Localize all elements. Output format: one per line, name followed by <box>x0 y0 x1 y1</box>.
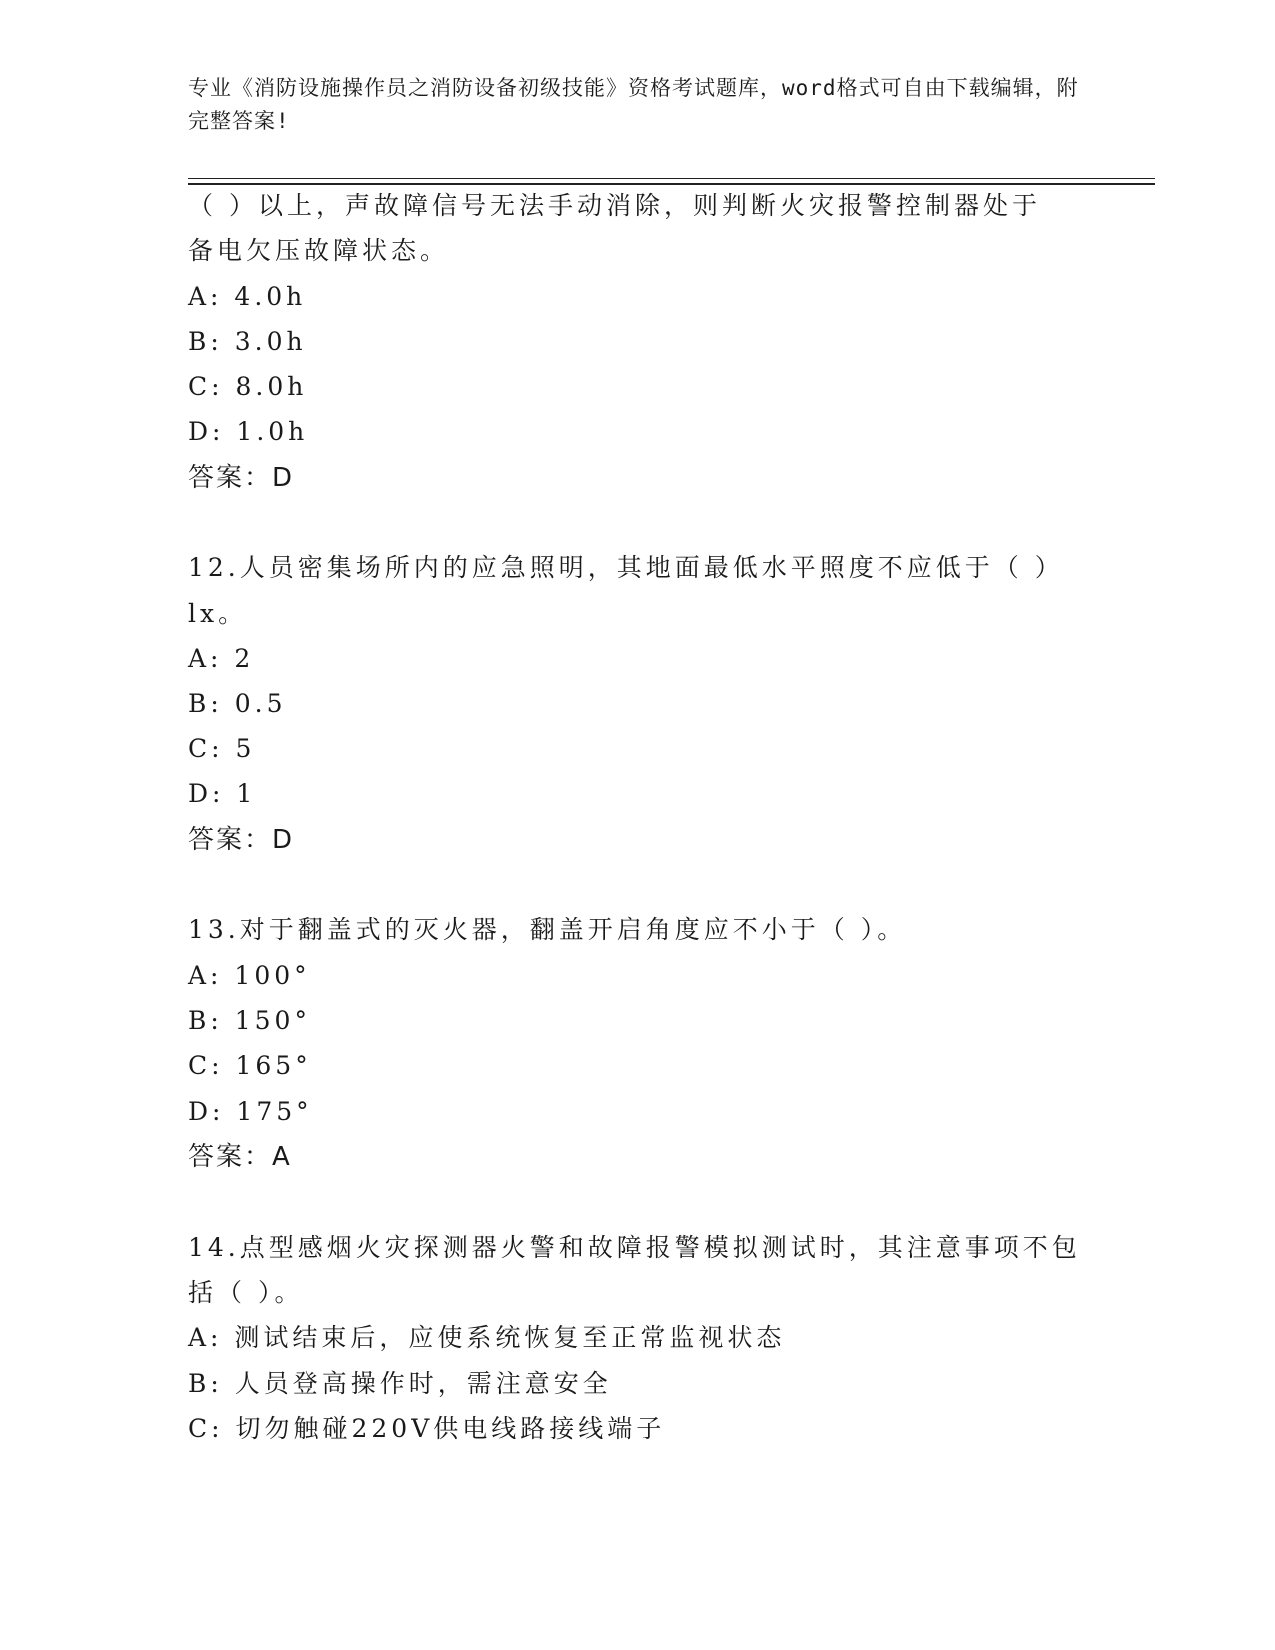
q13-option-c: C: 165° <box>188 1051 312 1080</box>
q12-option-c: C: 5 <box>188 734 256 763</box>
q11-stem-line2: 备电欠压故障状态。 <box>188 236 450 265</box>
q12-stem-line1: 12.人员密集场所内的应急照明，其地面最低水平照度不应低于（ ） <box>188 553 1064 582</box>
header-rule-thin <box>188 178 1155 179</box>
q12-option-b: B: 0.5 <box>188 689 287 718</box>
q14-stem-line1: 14.点型感烟火灾探测器火警和故障报警模拟测试时，其注意事项不包 <box>188 1233 1081 1262</box>
q11-stem-line1: （ ）以上，声故障信号无法手动消除，则判断火灾报警控制器处于 <box>188 191 1041 220</box>
q14-option-a: A: 测试结束后，应使系统恢复至正常监视状态 <box>188 1323 786 1352</box>
q14-stem-line2: 括（ ）。 <box>188 1278 304 1307</box>
q11-option-d: D: 1.0h <box>188 417 309 446</box>
q12-stem-line2: lx。 <box>188 599 248 628</box>
q13-stem-line1: 13.对于翻盖式的灭火器，翻盖开启角度应不小于（ ）。 <box>188 915 907 944</box>
q12-option-a: A: 2 <box>188 644 255 673</box>
q14-option-c: C: 切勿触碰220V供电线路接线端子 <box>188 1414 666 1443</box>
q12-answer: 答案：D <box>188 825 295 855</box>
q13-option-a: A: 100° <box>188 961 311 990</box>
q11-option-a: A: 4.0h <box>188 282 307 311</box>
q13-option-b: B: 150° <box>188 1006 311 1035</box>
q11-option-c: C: 8.0h <box>188 372 308 401</box>
document-header: 专业《消防设施操作员之消防设备初级技能》资格考试题库，word格式可自由下载编辑，附完整答案! <box>188 76 1079 133</box>
q13-answer: 答案：A <box>188 1142 292 1172</box>
header-rule-thick <box>188 183 1155 185</box>
q14-option-b: B: 人员登高操作时，需注意安全 <box>188 1369 612 1398</box>
q13-option-d: D: 175° <box>188 1097 313 1126</box>
q12-option-d: D: 1 <box>188 779 257 808</box>
q11-option-b: B: 3.0h <box>188 327 307 356</box>
q11-answer: 答案：D <box>188 463 295 493</box>
